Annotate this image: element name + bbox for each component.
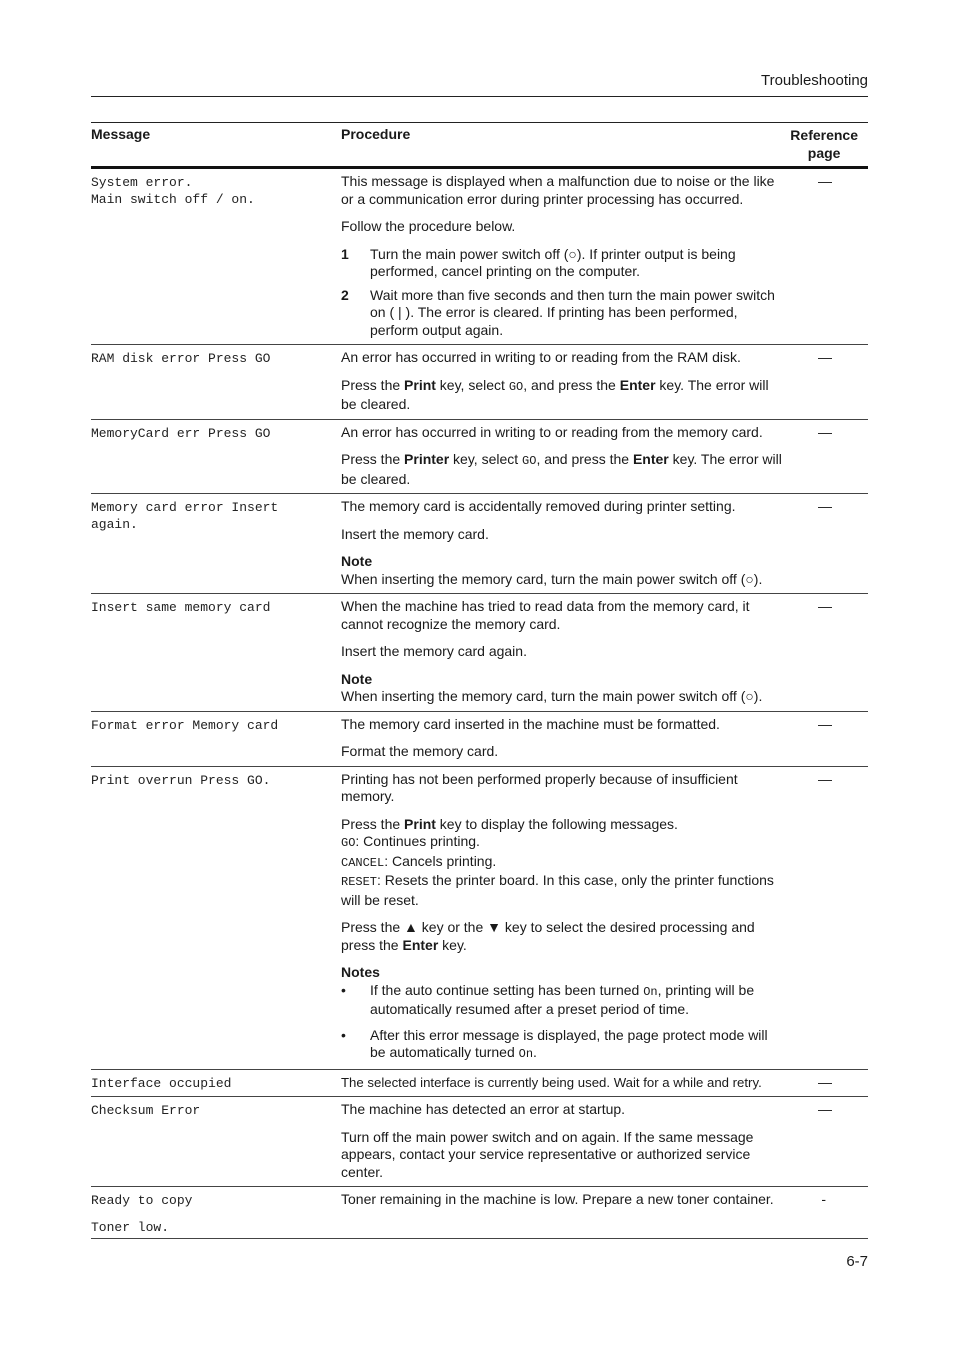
reference-page: — bbox=[818, 423, 832, 440]
section-title: Troubleshooting bbox=[760, 72, 868, 89]
page-number: 6-7 bbox=[846, 1253, 868, 1270]
error-message: System error. Main switch off / on. bbox=[91, 175, 255, 207]
column-header-procedure: Procedure bbox=[341, 126, 411, 142]
error-message: Checksum Error bbox=[91, 1103, 201, 1118]
procedure: When the machine has tried to read data from the memory card, it cannot recognize the memory card. Insert the memory card again. Note When inserting the memory card, turn the main power switch off (○). bbox=[341, 598, 783, 706]
procedure-step: 1 Turn the main power switch off (○). If printer output is being performed, cancel printing on the computer. bbox=[341, 245, 736, 279]
error-message: Insert same memory card bbox=[91, 600, 271, 615]
bullet-icon: • bbox=[341, 1026, 346, 1043]
error-message: RAM disk error Press GO bbox=[91, 351, 271, 366]
reference-page: — bbox=[818, 349, 832, 365]
procedure: This message is displayed when a malfunction due to noise or the like or a communication error during printer processing has occurred. Follow the procedure below. 1 Turn the main power switch off (○). If printer output is being performed, cancel printing on the computer. 2 Wait more than five seconds and then turn the main power switch on ( | ). The error is cleared. If printing has been performed, perform output again. bbox=[341, 173, 783, 339]
note-bullet: • After this error message is displayed, the page protect mode will be automatically turned On. bbox=[341, 1026, 768, 1061]
error-message-table bbox=[91, 122, 868, 1239]
procedure: Printing has not been performed properly because of insufficient memory. Press the Print key to display the following messages. GO: Continues printing. CANCEL: Cancels printing. RESET: Resets the printer board. In this case, only the printer functions will be reset. Press the ▲ key or the ▼ key to select the desired processing and press the Enter key. Notes • If the auto continue setting has been turned On, printing will be automatically resumed after a preset period of time. • After this error message is displayed, the page protect mode will be automatically turned On. bbox=[341, 771, 783, 1064]
reference-page: — bbox=[818, 173, 832, 189]
note-bullet: • If the auto continue setting has been turned On, printing will be automatically resumed after a preset period of time. bbox=[341, 981, 755, 1017]
table-row bbox=[91, 420, 868, 495]
error-message: Print overrun Press GO. bbox=[91, 772, 271, 788]
column-header-message: Message bbox=[91, 126, 151, 142]
procedure: The memory card is accidentally removed during printer setting. Insert the memory card. Note When inserting the memory card, turn the main power switch off (○). bbox=[341, 498, 783, 588]
error-message: Format error Memory card bbox=[91, 717, 279, 733]
note: Note When inserting the memory card, turn the main power switch off (○). bbox=[341, 553, 763, 587]
reference-page: — bbox=[818, 770, 832, 787]
reference-page: — bbox=[818, 1073, 832, 1090]
notes-heading: Notes bbox=[341, 964, 380, 980]
error-message: Interface occupied bbox=[91, 1075, 232, 1091]
table-row bbox=[91, 1187, 868, 1239]
procedure: An error has occurred in writing to or reading from the memory card. Press the Printer key, select GO, and press the Enter key. The error will be cleared. bbox=[341, 423, 782, 487]
procedure: Toner remaining in the machine is low. Prepare a new toner container. bbox=[341, 1191, 774, 1207]
table-row bbox=[91, 169, 868, 345]
reference-page: — bbox=[818, 1101, 832, 1117]
down-arrow-icon: ▼ bbox=[487, 919, 502, 935]
reference-page: — bbox=[818, 498, 832, 514]
table-row bbox=[91, 594, 868, 712]
column-header-reference-page: Reference page bbox=[790, 127, 858, 161]
reference-page: — bbox=[818, 598, 832, 614]
reference-page: — bbox=[818, 715, 832, 732]
table-row bbox=[91, 345, 868, 420]
error-message: MemoryCard err Press GO bbox=[91, 425, 271, 441]
procedure-step: 2 Wait more than five seconds and then turn the main power switch on ( | ). The error is cleared. If printing has been performed, perform output again. bbox=[341, 286, 775, 338]
table-row bbox=[91, 767, 868, 1070]
table-header bbox=[91, 123, 868, 169]
procedure: An error has occurred in writing to or reading from the RAM disk. Press the Print key, select GO, and press the Enter key. The error will be cleared. bbox=[341, 349, 769, 412]
table-row bbox=[91, 1070, 868, 1098]
reference-page: - bbox=[821, 1191, 826, 1207]
procedure: The machine has detected an error at startup. Turn off the main power switch and on again. If the same message appears, contact your service representative or authorized service center. bbox=[341, 1101, 754, 1180]
error-message: Memory card error Insert again. bbox=[91, 500, 279, 532]
up-arrow-icon: ▲ bbox=[404, 919, 418, 935]
page-header bbox=[91, 72, 868, 97]
table-row bbox=[91, 712, 868, 767]
note: Note When inserting the memory card, turn the main power switch off (○). bbox=[341, 670, 763, 704]
table-row bbox=[91, 494, 868, 594]
table-row bbox=[91, 1097, 868, 1187]
procedure: The selected interface is currently being used. Wait for a while and retry. bbox=[341, 1074, 762, 1090]
procedure: The memory card inserted in the machine must be formatted. Format the memory card. bbox=[341, 715, 720, 759]
error-message: Ready to copy Toner low. bbox=[91, 1193, 193, 1235]
bullet-icon: • bbox=[341, 981, 346, 998]
